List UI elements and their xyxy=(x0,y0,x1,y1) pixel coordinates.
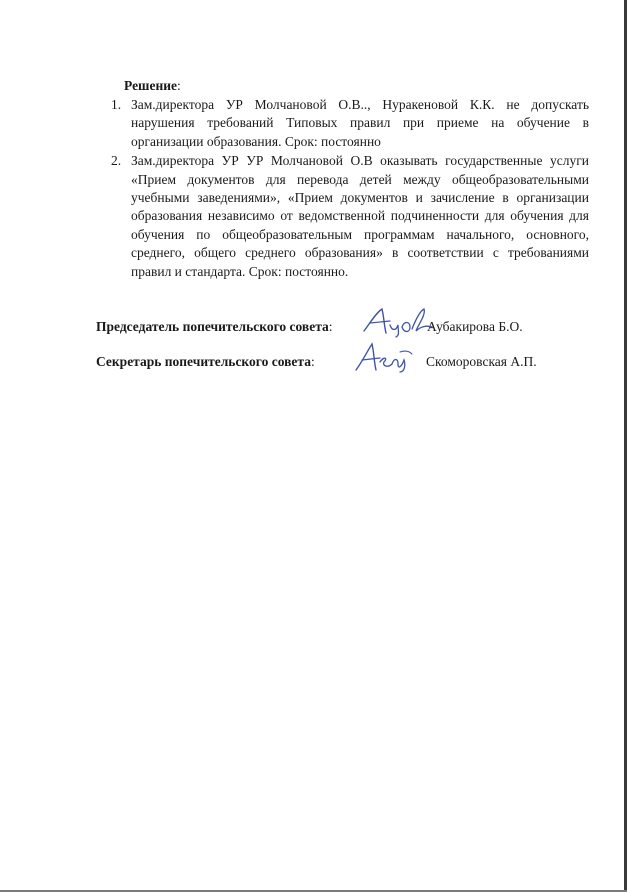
chairman-role: Председатель попечительского совета xyxy=(96,319,329,334)
decision-item-number: 1. xyxy=(111,97,122,112)
secretary-role-colon: : xyxy=(310,354,315,369)
chairman-signature-image xyxy=(360,305,440,339)
decision-item-number: 2. xyxy=(111,153,122,169)
decision-item-text: Зам.директора УР УР Молчановой О.В оказывать государственные услуги «Прием документов для перевода детей между общеобразовательными учебными заведениями», «Прием документов и зачисление в организации образования независимо от ведомственной подчиненности для обучения для обучения по общеобразовательным программам начального, основного, среднего, общего среднего образования» в соответствии с требованиями правил и стандарта. Срок: постоянно. xyxy=(131,153,589,279)
decision-item-text: Зам.директора УР Молчановой О.В.., Нуракеновой К.К. не допускать нарушения требований Типовых правил при приеме на обучение в организации образования. Срок: постоянно xyxy=(131,97,589,149)
chairman-signature-row xyxy=(96,318,523,336)
secretary-signature-row xyxy=(96,353,537,371)
decision-heading xyxy=(124,77,181,94)
decision-item-2 xyxy=(111,152,589,281)
chairman-role-colon: : xyxy=(328,319,333,334)
decision-list xyxy=(111,96,589,282)
secretary-signature-image xyxy=(352,340,416,374)
decision-heading-colon: : xyxy=(177,78,181,93)
decision-item-1 xyxy=(111,96,589,151)
secretary-role: Секретарь попечительского совета xyxy=(96,354,311,369)
secretary-name: Скоморовская А.П. xyxy=(426,354,537,369)
chairman-name: Аубакирова Б.О. xyxy=(427,319,523,334)
decision-heading-label: Решение xyxy=(124,78,177,93)
